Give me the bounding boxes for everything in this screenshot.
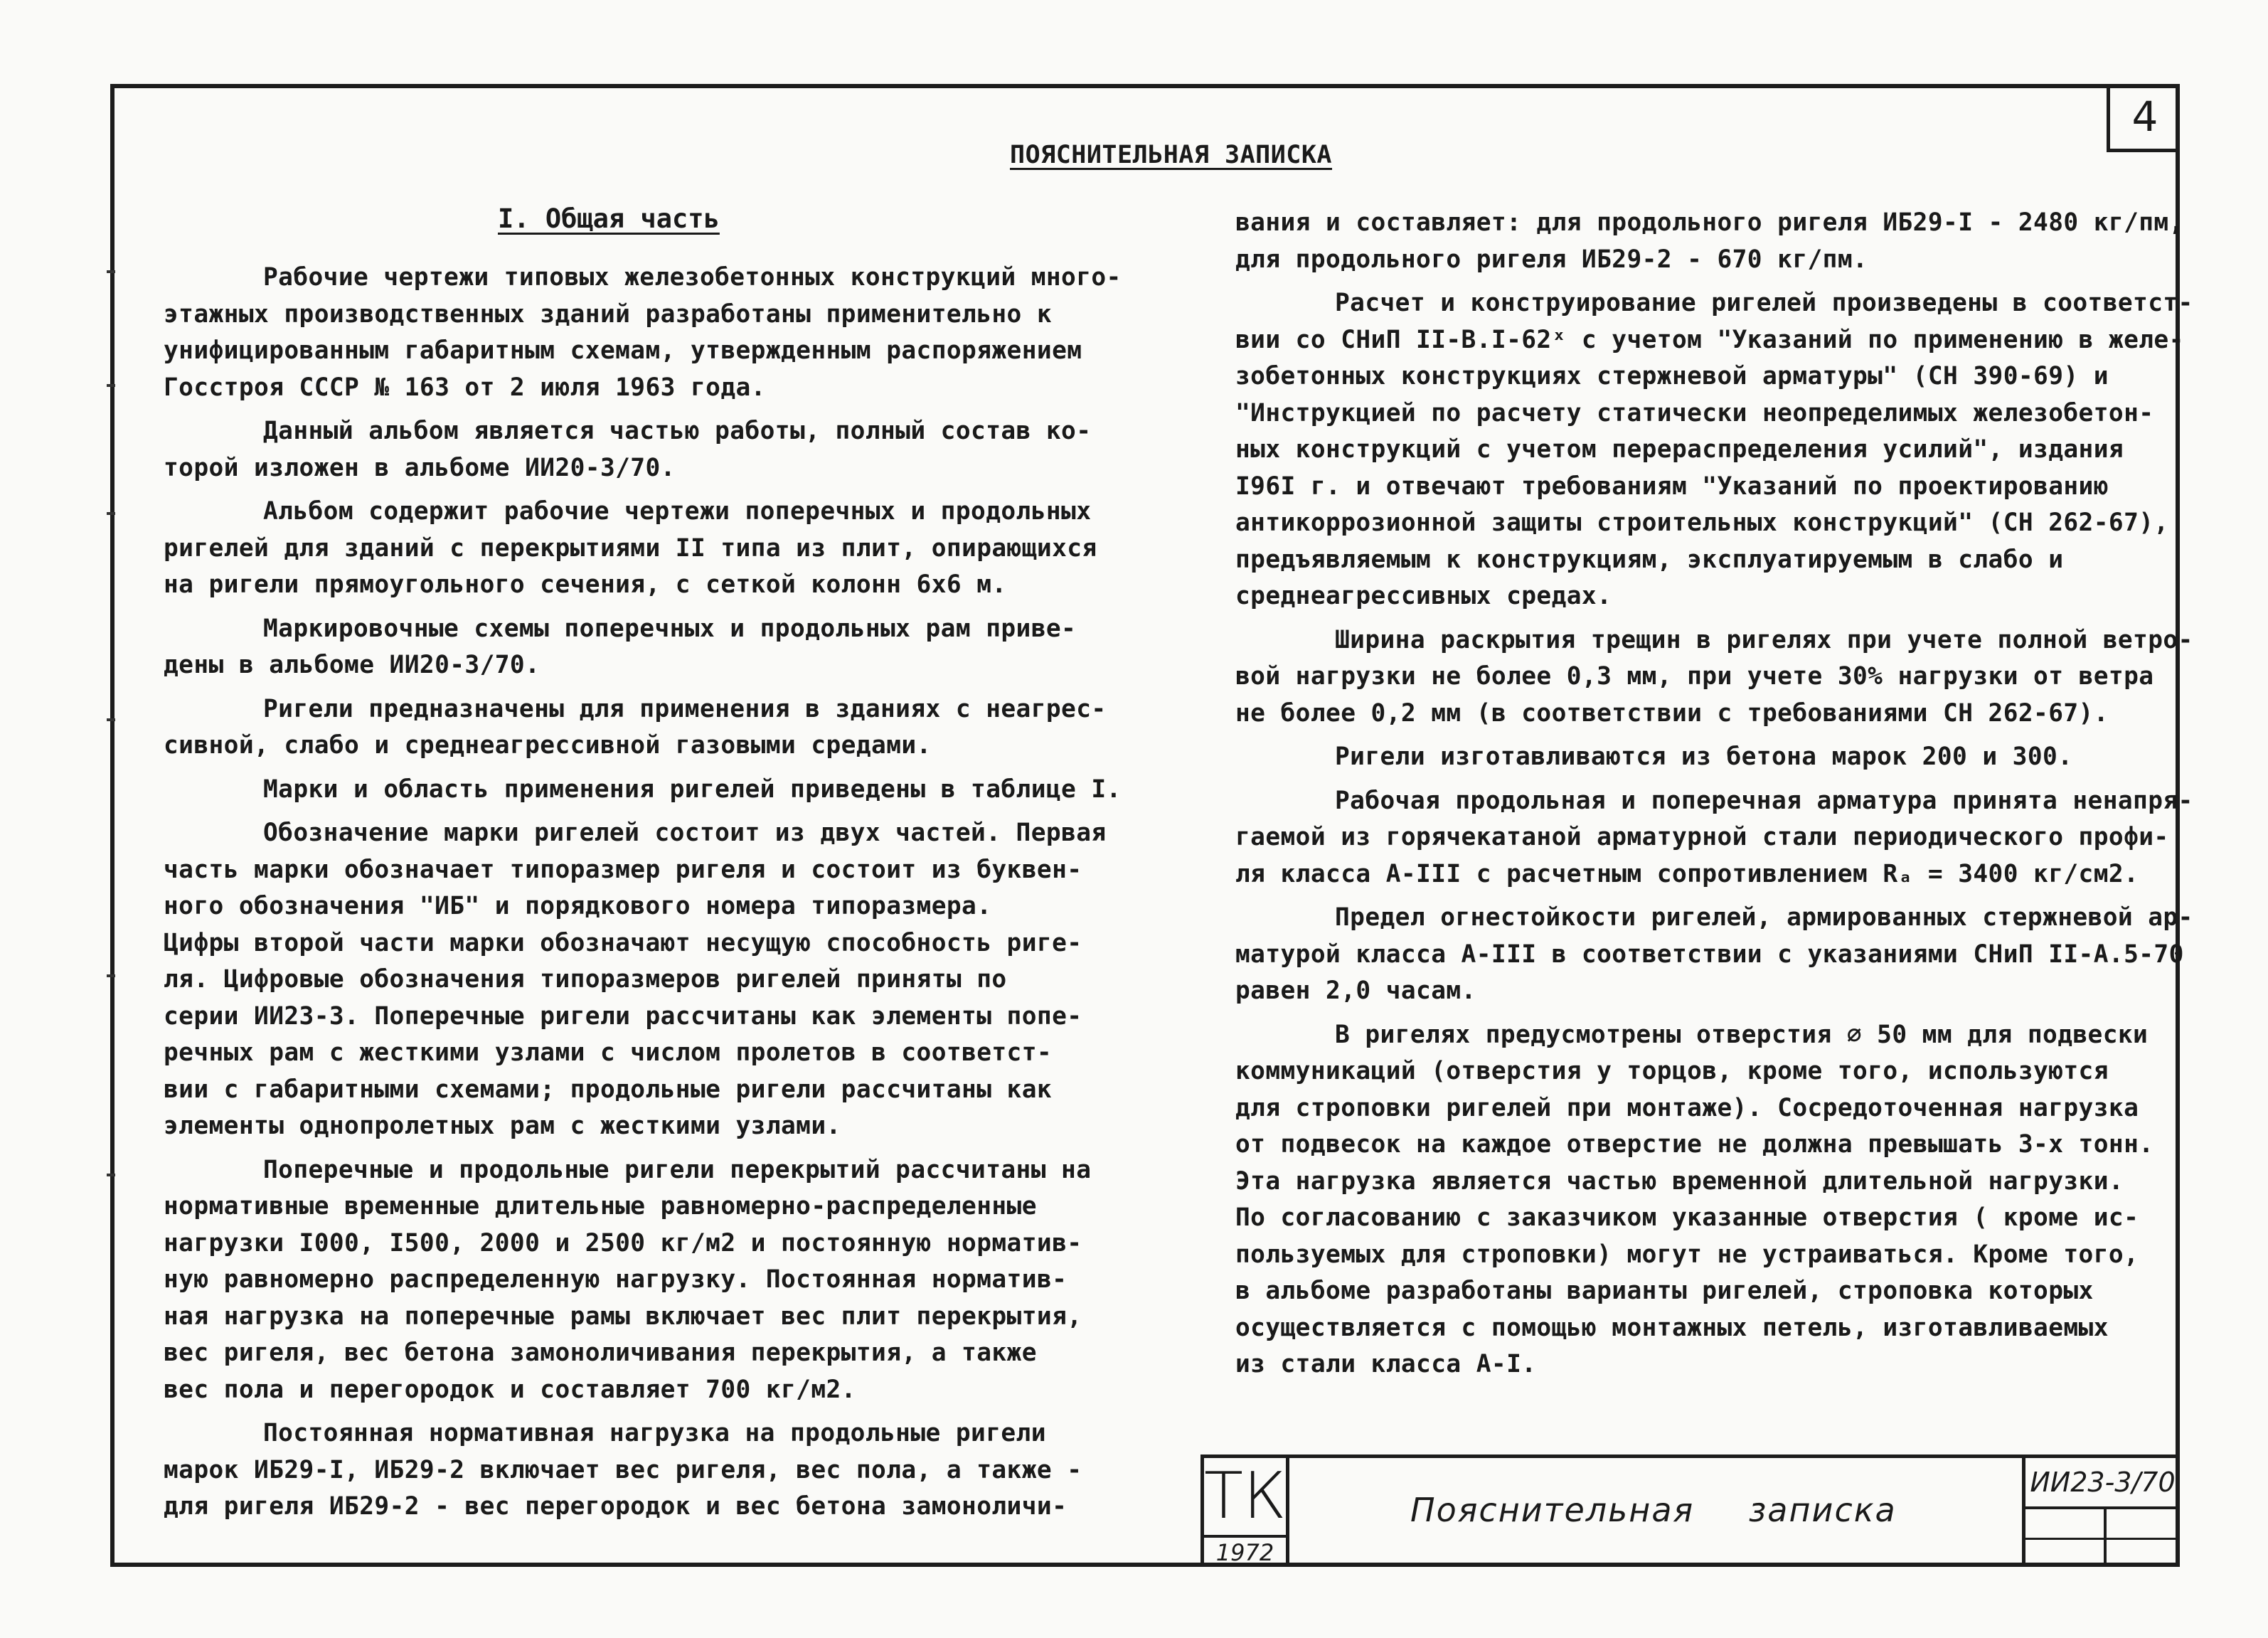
text-line: Предел огнестойкости ригелей, армированных стержневой ар- — [1335, 903, 2193, 932]
text-line: часть марки обозначает типоразмер ригеля и состоит из буквен- — [164, 855, 1082, 884]
text-line: Госстроя СССР № 163 от 2 июля 1963 года. — [164, 373, 766, 402]
left-paragraph — [164, 494, 1109, 604]
text-line: для ригеля ИБ29-2 - вес перегородок и вес бетона замоноличи- — [164, 1492, 1068, 1521]
text-line: Рабочие чертежи типовых железобетонных конструкций много- — [263, 263, 1122, 292]
title-block-code-cell — [2022, 1458, 2180, 1567]
text-line: марок ИБ29-I, ИБ29-2 включает вес ригеля, вес пола, а также - — [164, 1455, 1082, 1484]
text-line: Постоянная нормативная нагрузка на продольные ригели — [263, 1419, 1046, 1447]
text-line: вой нагрузки не более 0,3 мм, при учете 30% нагрузки от ветра — [1235, 662, 2154, 691]
text-line: вии со СНиП II-В.I-62ˣ с учетом "Указаний по применению в желе- — [1235, 325, 2184, 354]
text-line: ных конструкций с учетом перераспределения усилий", издания — [1235, 435, 2124, 464]
title-block-title: Пояснительная записка — [1410, 1491, 1897, 1529]
text-line: серии ИИ23-3. Поперечные ригели рассчитаны как элементы попе- — [164, 1001, 1082, 1031]
organization-mark: ТК — [1204, 1459, 1287, 1533]
issue-year: 1972 — [1204, 1535, 1286, 1567]
text-line: По согласованию с заказчиком указанные отверстия ( кроме ис- — [1235, 1203, 2139, 1232]
title-block — [1200, 1454, 2180, 1567]
text-line: осуществляется с помощью монтажных петель, изготавливаемых — [1235, 1313, 2109, 1342]
text-line: ную равномерно распределенную нагрузку. Постоянная норматив- — [164, 1265, 1068, 1294]
text-line: Эта нагрузка является частью временной длительной нагрузки. — [1235, 1166, 2124, 1196]
text-line: Ригели предназначены для применения в зданиях с неагрес- — [263, 694, 1107, 723]
text-line: речных рам с жесткими узлами с числом пролетов в соответст- — [164, 1038, 1053, 1067]
left-paragraph — [164, 1152, 1109, 1409]
text-line: ля класса А-III с расчетным сопротивлением Rₐ = 3400 кг/см2. — [1235, 859, 2139, 888]
left-paragraph — [164, 611, 1109, 684]
left-paragraph — [164, 1415, 1109, 1526]
text-line: ного обозначения "ИБ" и порядкового номера типоразмера. — [164, 892, 992, 920]
title-block-org-cell — [1204, 1458, 1289, 1567]
text-line: ля. Цифровые обозначения типоразмеров ригелей приняты по — [164, 965, 1007, 994]
text-line: Маркировочные схемы поперечных и продольных рам приве- — [263, 614, 1077, 643]
text-line: этажных производственных зданий разработаны применительно к — [164, 299, 1053, 329]
text-line: в альбоме разработаны варианты ригелей, строповка которых — [1235, 1277, 2094, 1305]
text-line: торой изложен в альбоме ИИ20-3/70. — [164, 453, 676, 482]
text-line: унифицированным габаритным схемам, утвержденным распоряжением — [164, 336, 1082, 365]
text-line: "Инструкцией по расчету статически неопределимых железобетон- — [1235, 398, 2154, 427]
document-title: ПОЯСНИТЕЛЬНАЯ ЗАПИСКА — [1010, 141, 1333, 169]
text-line: вии с габаритными схемами; продольные ригели рассчитаны как — [164, 1075, 1053, 1104]
text-line: Расчет и конструирование ригелей произведены в соответст- — [1335, 289, 2193, 317]
album-code: ИИ23-3/70 — [2025, 1458, 2180, 1509]
left-paragraph — [164, 772, 1122, 809]
binding-margin-marks — [107, 263, 115, 1188]
text-line: для продольного ригеля ИБ29-2 - 670 кг/пм. — [1235, 245, 1868, 274]
text-line: Цифры второй части марки обозначают несущую способность риге- — [164, 928, 1082, 957]
text-line: Ригели изготавливаются из бетона марок 200 и 300. — [1335, 743, 2073, 771]
text-line: вес ригеля, вес бетона замоноличивания перекрытия, а также — [164, 1339, 1037, 1367]
right-paragraph — [1235, 285, 2193, 615]
text-line: не более 0,2 мм (в соответствии с требованиями СН 262-67). — [1235, 698, 2109, 728]
title-block-subcells — [2025, 1509, 2180, 1567]
text-line: Альбом содержит рабочие чертежи поперечных и продольных — [263, 497, 1092, 526]
text-line: Рабочая продольная и поперечная арматура принята ненапря- — [1335, 786, 2193, 815]
left-paragraph — [164, 691, 1109, 765]
left-paragraph — [164, 260, 1122, 406]
text-line: ная нагрузка на поперечные рамы включает вес плит перекрытия, — [164, 1302, 1082, 1331]
left-text-column — [164, 260, 1122, 1533]
left-paragraph — [164, 413, 1109, 486]
text-line: Поперечные и продольные ригели перекрытий рассчитаны на — [263, 1155, 1092, 1184]
text-line: элементы однопролетных рам с жесткими узлами. — [164, 1112, 841, 1140]
text-line: Ширина раскрытия трещин в ригелях при учете полной ветро- — [1335, 625, 2193, 654]
sheet-number: 4 — [2107, 84, 2180, 152]
text-line: гаемой из горячекатаной арматурной стали периодического профи- — [1235, 823, 2169, 851]
text-line: сивной, слабо и среднеагрессивной газовыми средами. — [164, 731, 932, 760]
left-paragraph — [164, 815, 1109, 1145]
text-line: на ригели прямоугольного сечения, с сеткой колонн 6х6 м. — [164, 570, 1007, 599]
text-line: дены в альбоме ИИ20-3/70. — [164, 651, 541, 679]
text-line: ригелей для зданий с перекрытиями II типа из плит, опирающихся — [164, 533, 1097, 563]
right-text-column — [1235, 205, 2193, 1390]
right-paragraph — [1235, 783, 2193, 893]
text-line: из стали класса А-I. — [1235, 1350, 1537, 1378]
text-line: матурой класса А-III в соответствии с указаниями СНиП II-А.5-70 — [1235, 940, 2184, 969]
text-line: вания и составляет: для продольного ригеля ИБ29-I - 2480 кг/пм, — [1235, 208, 2184, 237]
text-line: зобетонных конструкциях стержневой арматуры" (СН 390-69) и — [1235, 362, 2109, 390]
text-line: Марки и область применения ригелей приведены в таблице I. — [263, 775, 1122, 804]
text-line: для строповки ригелей при монтаже). Сосредоточенная нагрузка — [1235, 1093, 2139, 1122]
text-line: среднеагрессивных средах. — [1235, 582, 1612, 610]
right-paragraph — [1235, 739, 2163, 776]
text-line: пользуемых для строповки) могут не устраиваться. Кроме того, — [1235, 1240, 2139, 1269]
text-line: I96I г. и отвечают требованиям "Указаний по проектированию — [1235, 472, 2109, 501]
text-line: равен 2,0 часам. — [1235, 977, 1476, 1005]
right-paragraph — [1235, 1017, 2163, 1383]
text-line: предъявляемым к конструкциям, эксплуатируемым в слабо и — [1235, 545, 2064, 574]
text-line: от подвесок на каждое отверстие не должна превышать 3-х тонн. — [1235, 1130, 2154, 1159]
text-line: Обозначение марки ригелей состоит из двух частей. Первая — [263, 819, 1107, 847]
right-paragraph — [1235, 900, 2193, 1010]
text-line: Данный альбом является частью работы, полный состав ко- — [263, 417, 1092, 445]
right-paragraph — [1235, 205, 2184, 278]
text-line: коммуникаций (отверстия у торцов, кроме того, используются — [1235, 1057, 2109, 1085]
text-line: вес пола и перегородок и составляет 700 кг/м2. — [164, 1375, 856, 1404]
section-heading: I. Общая часть — [498, 203, 720, 234]
text-line: нагрузки I000, I500, 2000 и 2500 кг/м2 и постоянную норматив- — [164, 1228, 1082, 1257]
right-paragraph — [1235, 622, 2193, 733]
text-line: нормативные временные длительные равномерно-распределенные — [164, 1192, 1037, 1220]
text-line: антикоррозионной защиты строительных конструкций" (СН 262-67), — [1235, 509, 2169, 537]
text-line: В ригелях предусмотрены отверстия ∅ 50 мм для подвески — [1335, 1020, 2149, 1049]
